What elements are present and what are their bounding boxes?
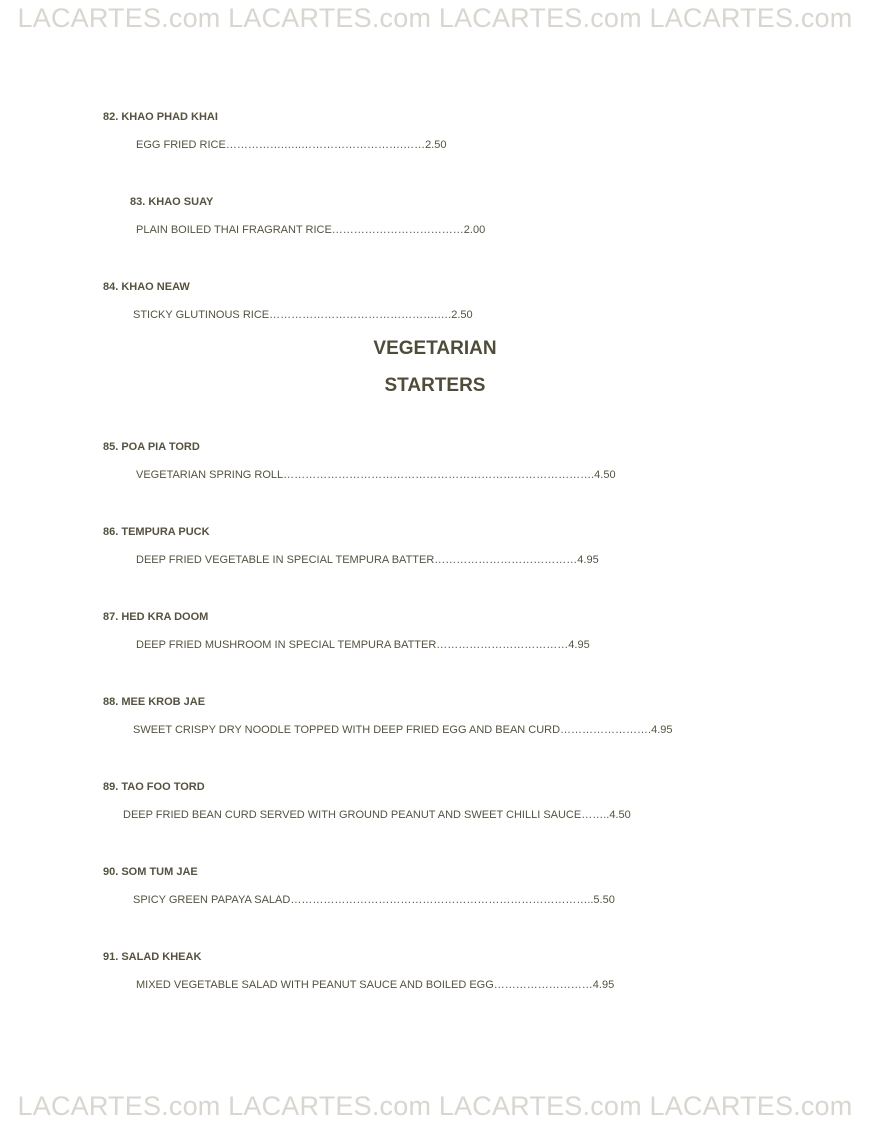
menu-item-description: EGG FRIED RICE…………….…..……………………….……2.50 (136, 139, 447, 151)
menu-item-title: 84. KHAO NEAW (103, 281, 190, 293)
menu-item-description: DEEP FRIED BEAN CURD SERVED WITH GROUND PEANUT AND SWEET CHILLI SAUCE……..4.50 (123, 809, 631, 821)
menu-item-title: 88. MEE KROB JAE (103, 696, 206, 708)
menu-item-description: DEEP FRIED VEGETABLE IN SPECIAL TEMPURA BATTER…………………………………4.95 (136, 554, 599, 566)
menu-item-title: 90. SOM TUM JAE (103, 866, 198, 878)
watermark-bottom: LACARTES.com LACARTES.com LACARTES.com LACARTES.com (17, 1091, 853, 1121)
menu-item-title: 82. KHAO PHAD KHAI (103, 111, 218, 123)
menu-item-title: 87. HED KRA DOOM (103, 611, 209, 623)
menu-item-description: STICKY GLUTINOUS RICE……………………………………….….2.50 (133, 309, 473, 321)
menu-item-title: 89. TAO FOO TORD (103, 781, 205, 793)
section-heading-starters: STARTERS (384, 375, 486, 396)
section-heading-vegetarian: VEGETARIAN (373, 338, 497, 359)
menu-item-description: SWEET CRISPY DRY NOODLE TOPPED WITH DEEP FRIED EGG AND BEAN CURD…………………….4.95 (133, 724, 673, 736)
menu-item-description: SPICY GREEN PAPAYA SALAD………………………………………………………………………..5.50 (133, 894, 615, 906)
menu-item-description: PLAIN BOILED THAI FRAGRANT RICE………………………………2.00 (136, 224, 486, 236)
menu-item-description: VEGETARIAN SPRING ROLL………………………………………………………………………….4.50 (136, 469, 616, 481)
menu-item-title: 85. POA PIA TORD (103, 441, 200, 453)
menu-item-description: DEEP FRIED MUSHROOM IN SPECIAL TEMPURA BATTER………………………………4.95 (136, 639, 590, 651)
menu-item-title: 86. TEMPURA PUCK (103, 526, 210, 538)
menu-item-description: MIXED VEGETABLE SALAD WITH PEANUT SAUCE AND BOILED EGG………………………4.95 (136, 979, 615, 991)
watermark-top: LACARTES.com LACARTES.com LACARTES.com LACARTES.com (17, 3, 853, 33)
menu-item-title: 91. SALAD KHEAK (103, 951, 202, 963)
menu-item-title: 83. KHAO SUAY (130, 196, 214, 208)
